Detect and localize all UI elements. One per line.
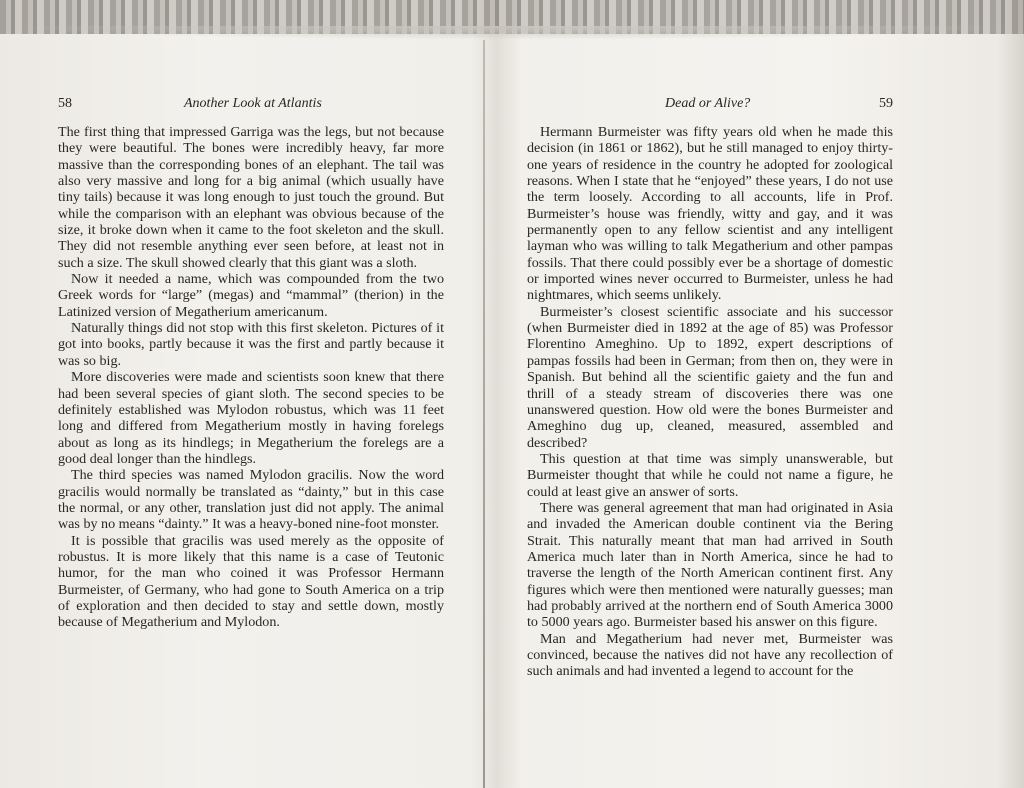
paragraph: More discoveries were made and scientists soon knew that there had been several species of giant sloth. The second species to be definitely established was Mylodon robustus, which was 11 feet long and differed from Megatherium mostly in having forelegs about as long as its hindlegs; in Megatherium the forelegs are a good deal longer than the hindlegs. bbox=[58, 369, 444, 467]
right-page-edge bbox=[998, 0, 1024, 788]
paragraph: It is possible that gracilis was used merely as the opposite of robustus. It is more likely that this name is a case of Teutonic humor, for the man who coined it was Professor Hermann Burmeister, of Germany, who had gone to South America on a trip of exploration and then decided to stay and settle down, mostly because of Megatherium and Mylodon. bbox=[58, 532, 444, 631]
paragraph: Naturally things did not stop with this first skeleton. Pictures of it got into books, partly because it was the first and partly because it was so big. bbox=[58, 320, 444, 369]
book-gutter bbox=[483, 40, 485, 788]
right-body-text bbox=[527, 124, 893, 680]
left-running-head bbox=[58, 96, 444, 118]
top-page-edge bbox=[0, 0, 1024, 34]
paragraph: This question at that time was simply unanswerable, but Burmeister thought that while he could not name a figure, he could at least give an answer of sorts. bbox=[527, 450, 893, 500]
paragraph: Hermann Burmeister was fifty years old when he made this decision (in 1861 or 1862), but he still managed to enjoy thirty-one years of residence in the country he adopted for zoological reasons. When I state that he “enjoyed” these years, I do not use the term loosely. According to all accounts, life in Prof. Burmeister’s house was friendly, witty and gay, and it was permanently open to any fellow scientist and any intelligent layman who was willing to talk Megatherium and other pampas fossils. That there could possibly ever be a shortage of domestic or imported wines never occurred to Burmeister, unless he had nightmares, which seems unlikely. bbox=[527, 124, 893, 304]
paragraph: Burmeister’s closest scientific associate and his successor (when Burmeister died in 1892 at the age of 85) was Professor Florentino Ameghino. Up to 1892, expert descriptions of pampas fossils had been in German; from then on, they were in Spanish. But behind all the scientific gaiety and the fun and thrill of a steady stream of discoveries there was one unanswered question. How old were the bones Burmeister and Ameghino dug up, cleaned, measured, assembled and described? bbox=[527, 303, 893, 451]
running-head-title: Another Look at Atlantis bbox=[184, 96, 322, 111]
paragraph: Now it needed a name, which was compounded from the two Greek words for “large” (megas) and “mammal” (therion) in the Latinized version of Megatherium americanum. bbox=[58, 271, 444, 320]
running-head-title: Dead or Alive? bbox=[665, 96, 751, 111]
paragraph: The first thing that impressed Garriga was the legs, but not because they were beautiful. The bones were incredibly heavy, far more massive than the corresponding bones of an elephant. The tail was also very massive and long for a big animal (which usually have tiny tails) because it was long enough to just touch the ground. But while the comparison with an elephant was obvious because of the size, it broke down when it came to the foot skeleton and the skull. They did not resemble anything ever seen before, at least not in such a size. The skull showed clearly that this giant was a sloth. bbox=[58, 124, 444, 271]
page-number: 59 bbox=[879, 96, 893, 111]
left-page bbox=[58, 96, 444, 631]
page-number: 58 bbox=[58, 96, 72, 111]
left-body-text bbox=[58, 124, 444, 631]
paragraph: There was general agreement that man had originated in Asia and invaded the American double continent via the Bering Strait. This naturally meant that man had arrived in South America much later than in North America, since he had to traverse the length of the North American continent first. Any figures which were then mentioned were naturally guesses; man had probably arrived at the northern end of South America 3000 to 5000 years ago. Burmeister based his answer on this figure. bbox=[527, 499, 893, 631]
right-running-head bbox=[527, 96, 893, 118]
right-page bbox=[527, 96, 893, 680]
paragraph: The third species was named Mylodon gracilis. Now the word gracilis would normally be translated as “dainty,” but in this case the normal, or any other, translation just did not apply. The animal was by no means “dainty.” It was a heavy-boned nine-foot monster. bbox=[58, 467, 444, 533]
paragraph: Man and Megatherium had never met, Burmeister was convinced, because the natives did not have any recollection of such animals and had invented a legend to account for the bbox=[527, 630, 893, 680]
